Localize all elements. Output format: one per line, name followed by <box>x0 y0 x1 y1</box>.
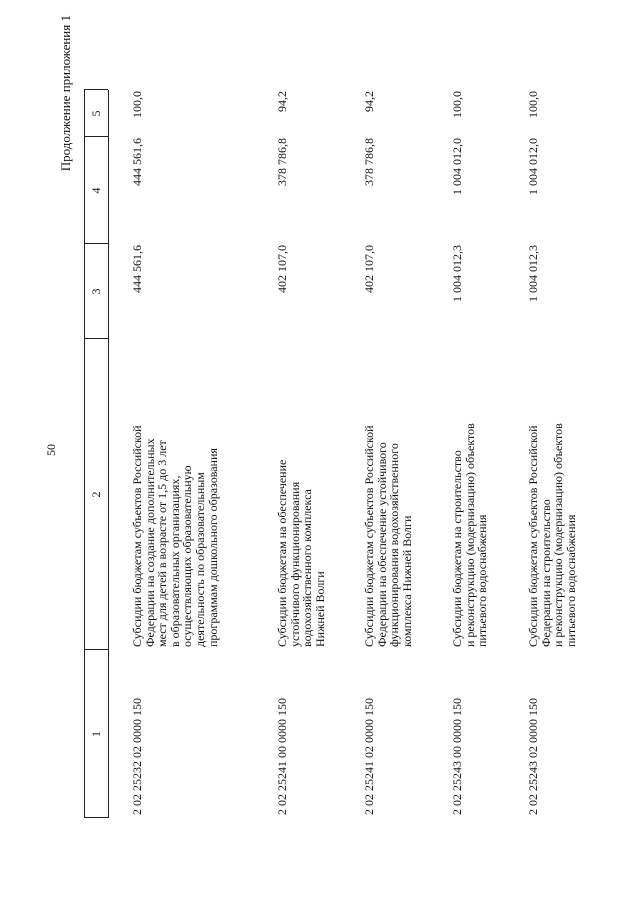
row-3-col4: 378 786,8 <box>362 138 376 186</box>
row-5-col5: 100,0 <box>526 91 540 118</box>
description-line: Субсидии бюджетам субъектов Российской <box>526 425 540 647</box>
row-3-code: 2 02 25241 02 0000 150 <box>362 698 376 815</box>
description-line: комплекса Нижней Волги <box>399 515 414 647</box>
row-4-code: 2 02 25243 00 0000 150 <box>450 698 464 815</box>
row-4-col3: 1 004 012,3 <box>450 245 464 302</box>
row-3-description <box>363 425 413 647</box>
description-line: Субсидии бюджетам на строительство <box>450 450 464 647</box>
column-header-4: 4 <box>89 187 103 194</box>
description-line: функционирования водохозяйственного <box>387 443 402 647</box>
row-1-description <box>131 425 219 647</box>
appendix-label: Продолжение приложения 1 <box>58 15 73 172</box>
description-line: мест для детей в возрасте от 1,5 до 3 лет <box>155 440 170 647</box>
column-header-5: 5 <box>89 110 103 117</box>
description-line: питьевого водоснабжения <box>475 514 490 647</box>
row-2-code: 2 02 25241 00 0000 150 <box>275 698 289 815</box>
row-2-description <box>276 460 326 647</box>
description-line: и реконструкцию (модернизацию) объектов <box>462 423 477 647</box>
column-header-2: 2 <box>89 491 103 498</box>
row-1-code: 2 02 25232 02 0000 150 <box>130 698 144 815</box>
description-line: Субсидии бюджетам субъектов Российской <box>130 425 144 647</box>
row-5-col3: 1 004 012,3 <box>526 245 540 302</box>
description-line: Федерации на строительство <box>538 499 553 647</box>
row-4-description <box>451 423 489 647</box>
table-header-border <box>108 90 109 818</box>
description-line: и реконструкцию (модернизацию) объектов <box>551 423 566 647</box>
page-number: 50 <box>44 444 58 456</box>
row-4-col4: 1 004 012,0 <box>450 138 464 195</box>
row-3-col5: 94,2 <box>362 91 376 112</box>
row-5-col4: 1 004 012,0 <box>526 138 540 195</box>
row-2-col3: 402 107,0 <box>275 245 289 293</box>
row-1-col5: 100,0 <box>130 91 144 118</box>
description-line: Субсидии бюджетам на обеспечение <box>275 459 289 647</box>
row-3-col3: 402 107,0 <box>362 245 376 293</box>
description-line: программам дошкольного образования <box>205 448 220 647</box>
description-line: Нижней Волги <box>312 571 327 647</box>
description-line: устойчивого функционирования <box>287 481 302 647</box>
row-1-col4: 444 561,6 <box>130 138 144 186</box>
description-line: осуществляющих образовательную <box>180 465 195 647</box>
row-4-col5: 100,0 <box>450 91 464 118</box>
row-5-description <box>527 423 577 647</box>
row-2-col5: 94,2 <box>275 91 289 112</box>
description-line: Субсидии бюджетам субъектов Российской <box>362 425 376 647</box>
description-line: Федерации на создание дополнительных <box>142 438 157 647</box>
description-line: в образовательных организациях, <box>167 475 182 647</box>
row-1-col3: 444 561,6 <box>130 245 144 293</box>
description-line: водохозяйственного комплекса <box>300 489 315 647</box>
description-line: деятельность по образовательным <box>192 472 207 647</box>
row-5-code: 2 02 25243 02 0000 150 <box>526 698 540 815</box>
table-top-border <box>84 90 85 818</box>
description-line: Федерации на обеспечение устойчивого <box>374 442 389 647</box>
row-2-col4: 378 786,8 <box>275 138 289 186</box>
column-header-1: 1 <box>89 731 103 737</box>
column-header-3: 3 <box>89 288 103 295</box>
description-line: питьевого водоснабжения <box>563 514 578 647</box>
